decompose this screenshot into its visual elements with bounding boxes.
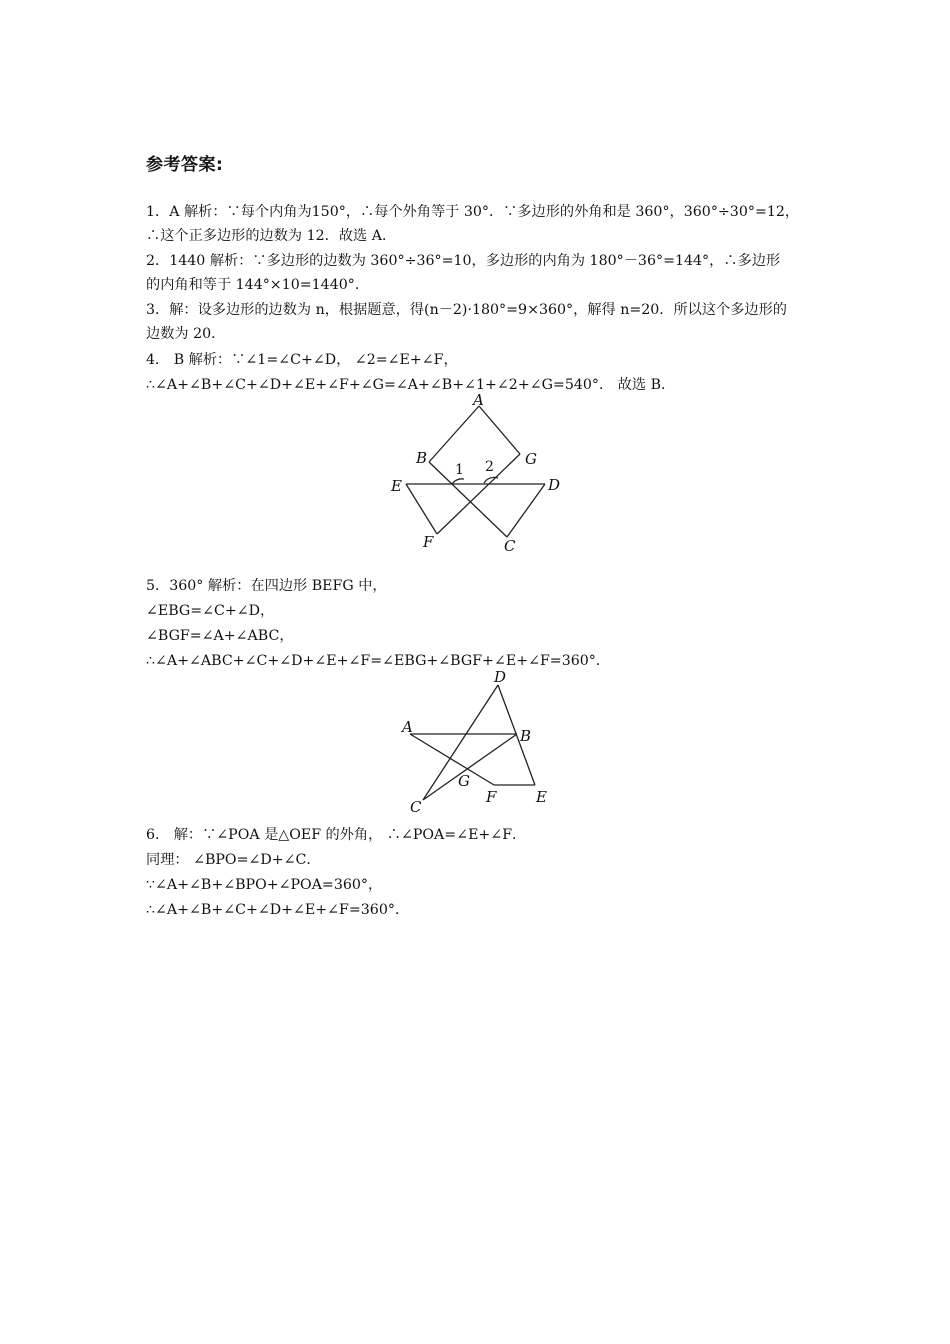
label-a: A — [402, 718, 413, 736]
figure-2 — [396, 668, 556, 816]
segment-bc — [429, 462, 507, 537]
answer-2-line-2: 的内角和等于 144°×10=1440°． — [146, 277, 370, 293]
label-d: D — [494, 668, 507, 686]
answer-1-line-2: ∴这个正多边形的边数为 12．故选 A． — [146, 228, 397, 244]
figure-1 — [380, 394, 580, 558]
label-e: E — [536, 788, 547, 806]
answer-4-line-2: ∴∠A+∠B+∠C+∠D+∠E+∠F+∠G=∠A+∠B+∠1+∠2+∠G=540°． 故选 B． — [146, 377, 676, 393]
label-c: C — [410, 798, 422, 816]
answer-6-line-4: ∴∠A+∠B+∠C+∠D+∠E+∠F=360°． — [146, 902, 410, 918]
answer-5-line-1: 5．360° 解析：在四边形 BEFG 中， — [146, 578, 387, 594]
label-d: D — [548, 476, 561, 494]
answer-6-line-3: ∵∠A+∠B+∠BPO+∠POA=360°， — [146, 877, 383, 893]
segment-ef — [406, 484, 437, 534]
label-a: A — [473, 394, 484, 409]
segment-dc — [507, 484, 545, 537]
answer-5-line-3: ∠BGF=∠A+∠ABC， — [146, 628, 294, 644]
label-g: G — [525, 450, 537, 468]
label-b: B — [520, 727, 532, 745]
segment-ab — [429, 406, 479, 462]
answer-6-line-2: 同理： ∠BPO=∠D+∠C． — [146, 852, 321, 868]
answer-4-line-1: 4． B 解析：∵∠1=∠C+∠D， ∠2=∠E+∠F， — [146, 352, 458, 368]
segment-ag — [479, 406, 520, 454]
label-g: G — [458, 772, 470, 790]
answer-5-line-4: ∴∠A+∠ABC+∠C+∠D+∠E+∠F=∠EBG+∠BGF+∠E+∠F=360°． — [146, 653, 611, 669]
segment-bc — [423, 734, 517, 800]
label-angle-2: 2 — [485, 459, 494, 475]
answer-5-line-2: ∠EBG=∠C+∠D， — [146, 603, 275, 619]
answer-3-line-2: 边数为 20． — [146, 326, 226, 342]
label-f: F — [423, 533, 434, 551]
label-angle-1: 1 — [455, 462, 464, 478]
answer-3-line-1: 3．解：设多边形的边数为 n，根据题意，得(n－2)·180°=9×360°，解得 n=20．所以这个多边形的 — [146, 302, 787, 318]
label-c: C — [504, 537, 516, 555]
figure-2-diagram — [396, 668, 556, 816]
segment-gf — [437, 454, 520, 534]
page-title: 参考答案: — [146, 155, 224, 175]
label-f: F — [486, 788, 497, 806]
angle-1-arc — [452, 479, 464, 484]
answer-6-line-1: 6． 解：∵∠POA 是△OEF 的外角， ∴∠POA=∠E+∠F． — [146, 827, 527, 843]
answer-1-line-1: 1．A 解析：∵每个内角为150°，∴每个外角等于 30°．∵多边形的外角和是 360°，360°÷30°=12， — [146, 204, 800, 220]
answer-2-line-1: 2．1440 解析：∵多边形的边数为 360°÷36°=10，多边形的内角为 180°－36°=144°，∴多边形 — [146, 253, 781, 269]
label-e: E — [391, 477, 402, 495]
figure-1-diagram — [380, 394, 580, 558]
label-b: B — [416, 449, 428, 467]
